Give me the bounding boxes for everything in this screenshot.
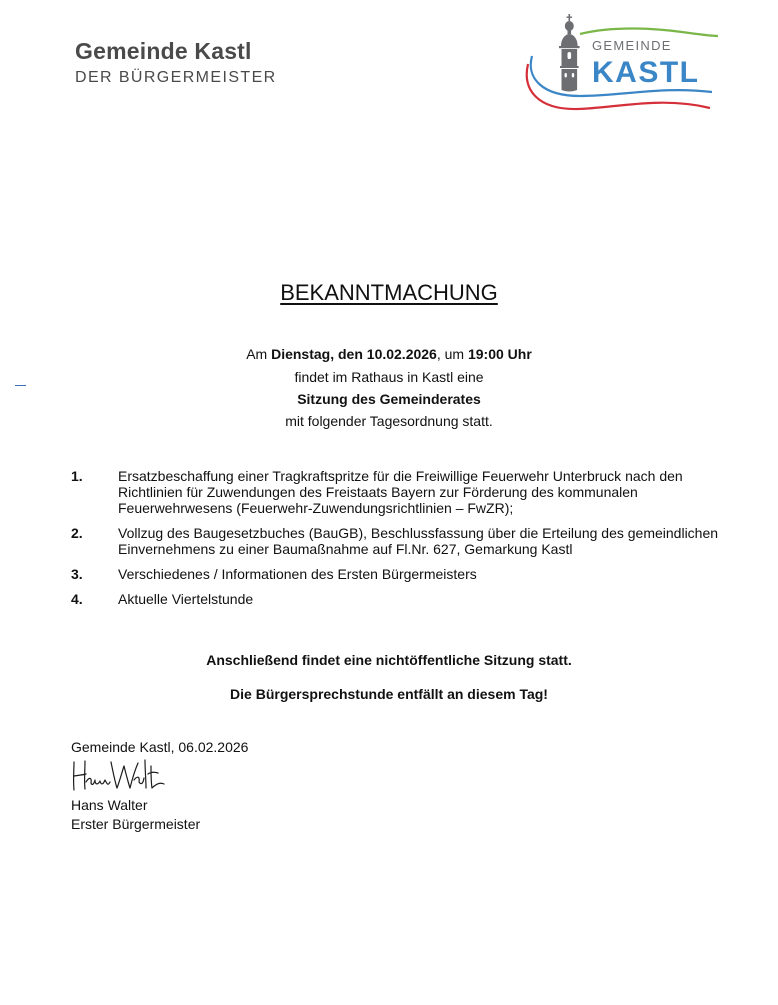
- agenda-item: [71, 591, 751, 607]
- agenda-item: [71, 525, 751, 557]
- logo-main-text: KASTL: [592, 56, 700, 89]
- agenda-item-number: 3.: [71, 566, 83, 582]
- agenda-item-text: Verschiedenes / Informationen des Ersten Bürgermeisters: [118, 566, 477, 582]
- meeting-time: 19:00 Uhr: [467, 346, 532, 362]
- municipality-logo: [522, 12, 718, 120]
- agenda-item-number: 2.: [71, 525, 83, 541]
- margin-mark: [15, 385, 26, 386]
- meeting-title: Sitzung des Gemeinderates: [297, 391, 481, 407]
- agenda-item-text: Ersatzbeschaffung einer Tragkraftspritze für die Freiwillige Feuerwehr Unterbruck nach den Richtlinien für Zuwendungen des Freistaats Bayern zur Förderung des kommunalen Feuerwehrwesens (Feuerwehr-Zuwendungsrichtlinien – FwZR);: [118, 468, 683, 516]
- place-and-date: Gemeinde Kastl, 06.02.2026: [71, 739, 249, 755]
- agenda-item-text: Vollzug des Baugesetzbuches (BauGB), Beschlussfassung über die Erteilung des gemeindlichen Einvernehmens zu einer Baumaßnahme auf Fl.Nr. 627, Gemarkung Kastl: [118, 525, 719, 557]
- handwritten-signature: [70, 758, 166, 792]
- private-session-note: Anschließend findet eine nichtöffentliche Sitzung statt.: [206, 652, 572, 668]
- agenda-list: [71, 468, 751, 616]
- municipality-name: Gemeinde Kastl: [75, 38, 252, 64]
- office-hours-note: Die Bürgersprechstunde entfällt an diesem Tag!: [230, 686, 548, 702]
- datetime-prefix: Am: [246, 346, 272, 362]
- announcement-headline: BEKANNTMACHUNG: [280, 280, 498, 305]
- agenda-item-number: 4.: [71, 591, 83, 607]
- agenda-item: [71, 468, 751, 516]
- signatory-name: Hans Walter: [71, 797, 148, 813]
- agenda-intro: mit folgender Tagesordnung statt.: [285, 413, 493, 429]
- meeting-location-line: findet im Rathaus in Kastl eine: [294, 369, 484, 385]
- datetime-connector: , um: [436, 346, 468, 362]
- logo-top-text: GEMEINDE: [592, 38, 672, 53]
- agenda-item-number: 1.: [71, 468, 83, 484]
- office-title: DER BÜRGERMEISTER: [75, 69, 277, 86]
- signatory-role: Erster Bürgermeister: [71, 816, 201, 832]
- logo-green-swoosh: [580, 29, 718, 37]
- meeting-datetime-line: [0, 346, 778, 362]
- agenda-item-text: Aktuelle Viertelstunde: [118, 591, 254, 607]
- agenda-item: [71, 566, 751, 582]
- meeting-date: Dienstag, den 10.02.2026: [271, 346, 437, 362]
